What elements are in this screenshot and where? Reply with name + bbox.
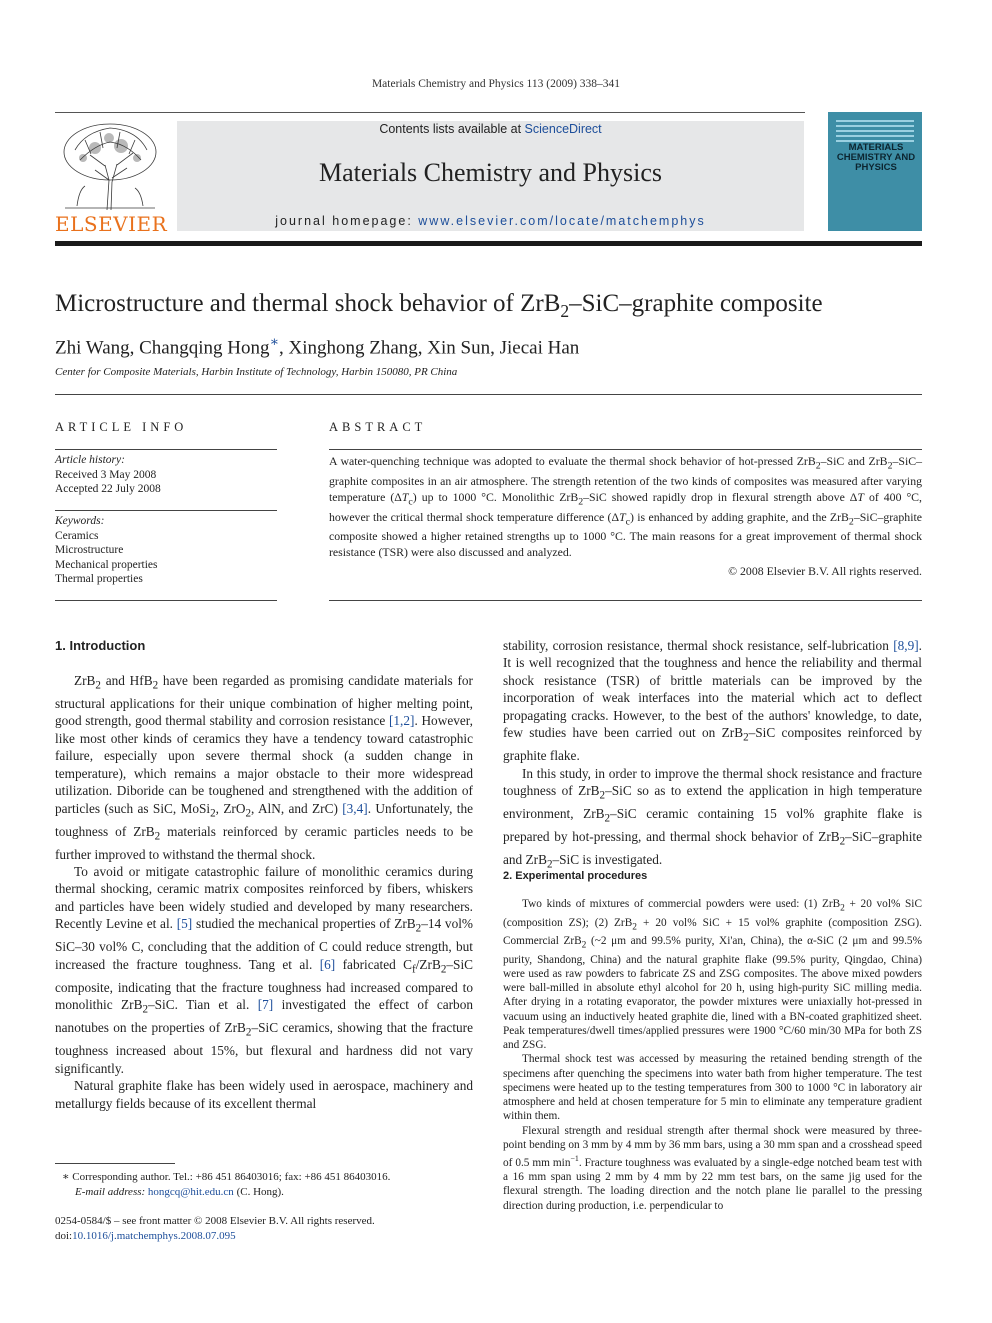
keyword: Thermal properties xyxy=(55,573,143,585)
journal-name: Materials Chemistry and Physics xyxy=(318,158,662,187)
abstract-heading: ABSTRACT xyxy=(329,420,427,434)
introduction-text-continued: stability, corrosion resistance, thermal shock resistance, self-lubrication [8,9]. It is well recognized that the toughness and hence the reliability and thermal shock resistance (TSR) of brittle materials can be improved by the incorporation of weak interfaces into the material which act to deflect propagating cracks. However, to the best of the authors' knowledge, to date, few studies have been carried out on ZrB$_2$–SiC composites reinforced by graphite flake. In this study, in order to improve the thermal shock resistance and fracture toughness of ZrB$_2$–SiC so as to extend the application in high temperature environment, ZrB$_2$–SiC ceramic containing 15 vol% graphite flake is prepared by hot-pressing, and thermal shock behavior of ZrB$_2$–SiC–graphite and ZrB$_2$–SiC is investigated. xyxy=(503,638,923,871)
affiliation: Center for Composite Materials, Harbin Institute of Technology, Harbin 150080, PR China xyxy=(55,366,458,378)
journal-homepage xyxy=(177,214,804,228)
keyword: Ceramics xyxy=(55,529,99,542)
journal-citation: Materials Chemistry and Physics 113 (2009) 338–341 xyxy=(371,78,621,90)
corresponding-author-note: ∗ Corresponding author. Tel.: +86 451 86403016; fax: +86 451 86403016. xyxy=(62,1171,391,1183)
email-link[interactable]: hongcq@hit.edu.cn xyxy=(147,1185,234,1198)
keyword: Microstructure xyxy=(55,544,124,556)
experimental-text: Two kinds of mixtures of commercial powders were used: (1) ZrB$_2$ + 20 vol% SiC (composition ZS); (2) ZrB$_2$ + 20 vol% SiC + 15 vol% graphite (composition ZSG). Commercial ZrB$_2$ (~2 μm and 99.5% purity, Xi'an, China), the α-SiC (2 μm and 99.5% purity, Shandong, China) and the natural graphite flake (99.5% purity, Qingdao, China) were used as raw powders to fabricate ZS and ZSG composites. The above mixed powders were ball-milled in absolute ethyl alcohol for 20 h, using high-purity SiC milling media. After drying in a rotating evaporator, the powder mixtures were uniaxially hot-pressed in vacuum using an inductively heated graphite die, lined with a BN-coated graphitized sheet. Peak temperatures/dwell times/applied pressures were 1900 °C/60 min/30 MPa for both ZS and ZSG. Thermal shock test was accessed by measuring the retained bending strength of the specimens after quenching the specimens into water bath from higher temperature. The test specimens were heated up to the testing temperatures from 300 to 1000 °C in laboratory air atmosphere and held at chosen temperature for 5 min to eliminate any temperature gradient within them. Flexural strength and residual strength after thermal shock were measured by three-point bending on 3 mm by 4 mm by 36 mm bars, using a 30 mm span and a crosshead speed of 0.5 mm $\min^{-1}$. Fracture toughness was evaluated by a single-edge notched beam test with a 16 mm span using 2 mm by 4 mm by 22 mm test bars, on the same jig used for the flexural strength. The loading direction and the notch plane lie parallel to the pressing direction during production, i.e. perpendicular to xyxy=(503,898,922,1212)
divider xyxy=(329,600,922,601)
footnote: ∗ Corresponding author. Tel.: +86 451 86403016; fax: +86 451 86403016. E-mail address: hongcq@hit.edu.cn (C. Hong). xyxy=(62,1171,391,1198)
elsevier-logo xyxy=(55,120,168,236)
divider xyxy=(55,449,277,450)
divider xyxy=(329,449,922,450)
sciencedirect-link[interactable]: ScienceDirect xyxy=(524,122,602,136)
abstract-text: A water-quenching technique was adopted to evaluate the thermal shock behavior of hot-pressed ZrB$_2$–SiC and ZrB$_2$–SiC–graphite composites in an air atmosphere. The strength retention of the two kinds of composites was measured after varying temperature $(\Delta T_c)$ up to 1000 °C. Monolithic ZrB$_2$–SiC showed rapidly drop in flexural strength above ΔT of 400 °C, however the critical thermal shock temperature difference $(\Delta T_c)$ is enhanced by adding graphite, and the ZrB$_2$–SiC–graphite composite showed a higher retained strengths up to 1000 °C. The main reasons for a great improvement of thermal shock resistance (TSR) were also discussed and analyzed. xyxy=(329,454,922,560)
footnote-rule xyxy=(55,1163,175,1164)
header-rule xyxy=(55,112,805,113)
article-info-heading: ARTICLE INFO xyxy=(55,420,188,434)
keyword: Mechanical properties xyxy=(55,558,158,571)
elsevier-wordmark: ELSEVIER xyxy=(55,212,168,236)
contents-prefix: Contents lists available at xyxy=(379,122,525,136)
divider xyxy=(55,394,922,395)
doi-link[interactable]: 10.1016/j.matchemphys.2008.07.095 xyxy=(72,1229,236,1242)
corresponding-author-marker[interactable]: ∗ xyxy=(269,335,280,350)
keywords: Keywords: Ceramics Microstructure Mechanical properties Thermal properties xyxy=(55,515,158,585)
article-history: Article history: Received 3 May 2008 Accepted 22 July 2008 xyxy=(55,454,161,495)
section-heading-experimental: 2. Experimental procedures xyxy=(503,870,648,882)
cover-title: MATERIALS CHEMISTRY AND PHYSICS xyxy=(836,142,916,173)
homepage-link[interactable]: www.elsevier.com/locate/matchemphys xyxy=(418,214,706,228)
section-heading-introduction: 1. Introduction xyxy=(55,638,146,653)
homepage-prefix: journal homepage: xyxy=(275,214,419,228)
divider xyxy=(55,600,277,601)
introduction-text: ZrB$_2$ and HfB$_2$ have been regarded as promising candidate materials for structural applications for their unique combination of higher melting point, good strength, good thermal stability and corrosion resistance [1,2]. However, like most other kinds of ceramics they have a tendency toward catastrophic failure, especially upon severe thermal shock (a sudden change in temperature), which remains a major obstacle to their more widespread utilization. Diboride can be toughened and strengthened with the addition of particles (such as SiC, MoSi$_2$, ZrO$_2$, AlN, and ZrC) [3,4]. Unfortunately, the toughness of ZrB$_2$ materials reinforced by ceramic particles needs to be further improved to withstand the thermal shock. To avoid or mitigate catastrophic failure of monolithic ceramics during thermal shocking, ceramic matrix composites reinforced by fibers, whiskers and particles have been widely studied and developed by many researchers. Recently Levine et al. [5] studied the mechanical properties of ZrB$_2$–14 vol% SiC–30 vol% C, concluding that the addition of C could reduce strength, but increased the fracture toughness. Tang et al. [6] fabricated $C_f/ZrB_2$–SiC composite, indicating that the fracture toughness had increased compared to monolithic ZrB$_2$–SiC. Tian et al. [7] investigated the effect of carbon nanotubes on the properties of ZrB$_2$–SiC ceramics, showing that the fracture toughness increased about 15%, but flexural and hardness did not vary significantly. Natural graphite flake has been widely used in aerospace, machinery and metallurgy fields because of its excellent thermal xyxy=(55,673,474,1111)
article-title: Microstructure and thermal shock behavior of ZrB$_2$–SiC–graphite composite xyxy=(55,290,823,321)
divider xyxy=(55,510,277,511)
front-matter: 0254-0584/$ – see front matter © 2008 Elsevier B.V. All rights reserved. doi:10.1016/j.matchemphys.2008.07.095 xyxy=(55,1215,375,1242)
cover-stripes xyxy=(836,120,914,142)
author-list: Zhi Wang, Changqing Hong∗, Xinghong Zhang, Xin Sun, Jiecai Han xyxy=(55,335,580,359)
elsevier-tree-icon xyxy=(55,120,165,212)
header-heavy-rule xyxy=(55,241,922,246)
contents-line xyxy=(177,122,804,136)
copyright: © 2008 Elsevier B.V. All rights reserved. xyxy=(728,564,922,578)
journal-cover-thumbnail xyxy=(828,112,922,231)
